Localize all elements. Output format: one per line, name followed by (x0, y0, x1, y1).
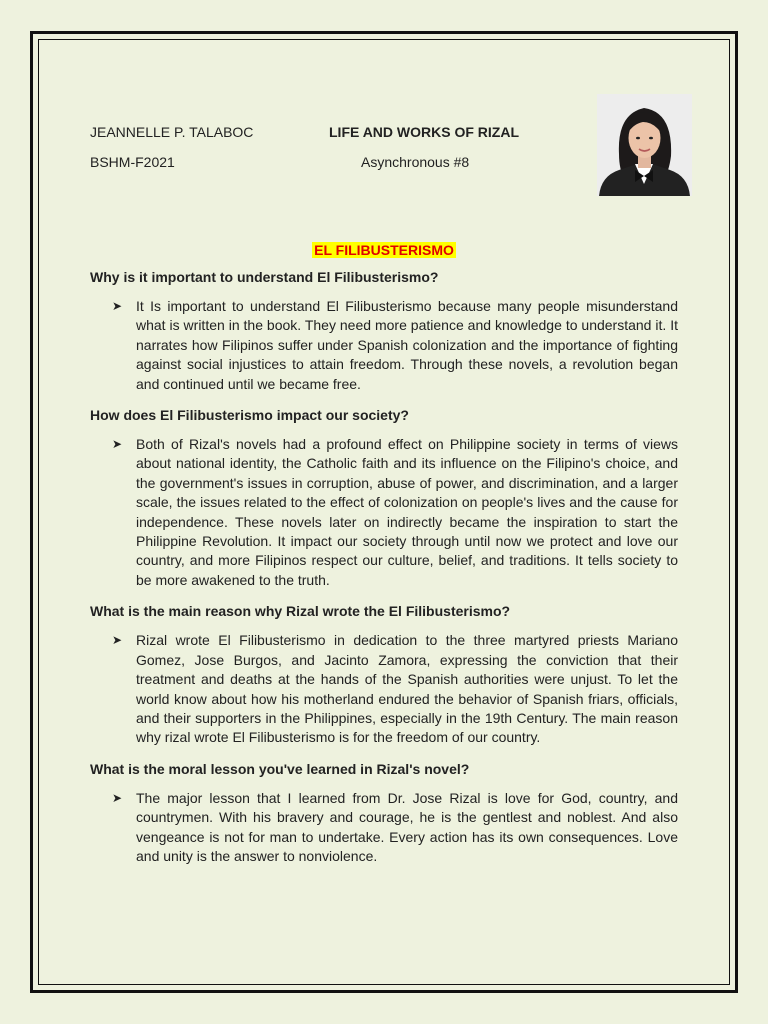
answer-text: Both of Rizal's novels had a profound effect on Philippine society in terms of views about national identity, the Catholic faith and its influence on the Filipino's choice, and the government's issues in corruption, abuse of power, and discrimination, and a larger scale, the issues related to the effect of colonization on people's lives and the cause for independence. These novels later on indirectly became the inspiration to start the Philippine Revolution. It impact our society through until now we protect and love our country, and more Filipinos respect our culture, belief, and traditions. It tells society to be more awakened to the truth. (136, 436, 678, 588)
question-1: Why is it important to understand El Filibusterismo? (90, 269, 439, 285)
student-photo (597, 94, 692, 196)
qa-content (90, 267, 678, 877)
answer-text: Rizal wrote El Filibusterismo in dedication to the three martyred priests Mariano Gomez, Jose Burgos, and Jacinto Zamora, expressing the conviction that their treatment and deaths at the hands of the Spanish authorities were unjust. To let the world know about how his motherland endured the behavior of Spanish friars, officials, and their supporters in the Philippines, especially in the 19th Century. The main reason why rizal wrote El Filibusterismo is for the freedom of our country. (136, 632, 678, 746)
answer-text: The major lesson that I learned from Dr. Jose Rizal is love for God, country, and countrymen. With his bravery and courage, he is the gentlest and noblest. And also vengeance is not for man to undertake. Every action has its own consequences. Love and unity is the answer to nonviolence. (136, 789, 678, 864)
document-title-wrap (0, 241, 768, 260)
question-3: What is the main reason why Rizal wrote the El Filibusterismo? (90, 603, 511, 620)
question-2: How does El Filibusterismo impact our society? (90, 407, 409, 424)
student-name: JEANNELLE P. TALABOC (90, 124, 254, 140)
student-section: BSHM-F2021 (90, 154, 175, 170)
answer-2 (90, 435, 678, 590)
answer-3 (90, 631, 678, 747)
answer-text: It Is important to understand El Filibusterismo because many people misunderstand what is written in the book. They need more patience and knowledge to understand it. It narrates how Filipinos suffer under Spanish colonization and the importance of fighting against social injustices to attain freedom. Through these novels, a revolution began and continued until we became free. (136, 298, 678, 392)
arrowhead-bullet-icon: ➤ (112, 437, 123, 452)
arrowhead-bullet-icon: ➤ (112, 299, 123, 313)
arrowhead-bullet-icon: ➤ (112, 790, 123, 805)
answer-1 (90, 297, 678, 394)
document-title: EL FILIBUSTERISMO (314, 242, 454, 258)
question-4: What is the moral lesson you've learned in Rizal's novel? (90, 760, 470, 777)
activity-label: Asynchronous #8 (361, 154, 470, 170)
arrowhead-bullet-icon: ➤ (112, 633, 123, 648)
answer-4 (90, 789, 678, 867)
course-title: LIFE AND WORKS OF RIZAL (329, 124, 520, 140)
portrait-image (597, 94, 692, 196)
